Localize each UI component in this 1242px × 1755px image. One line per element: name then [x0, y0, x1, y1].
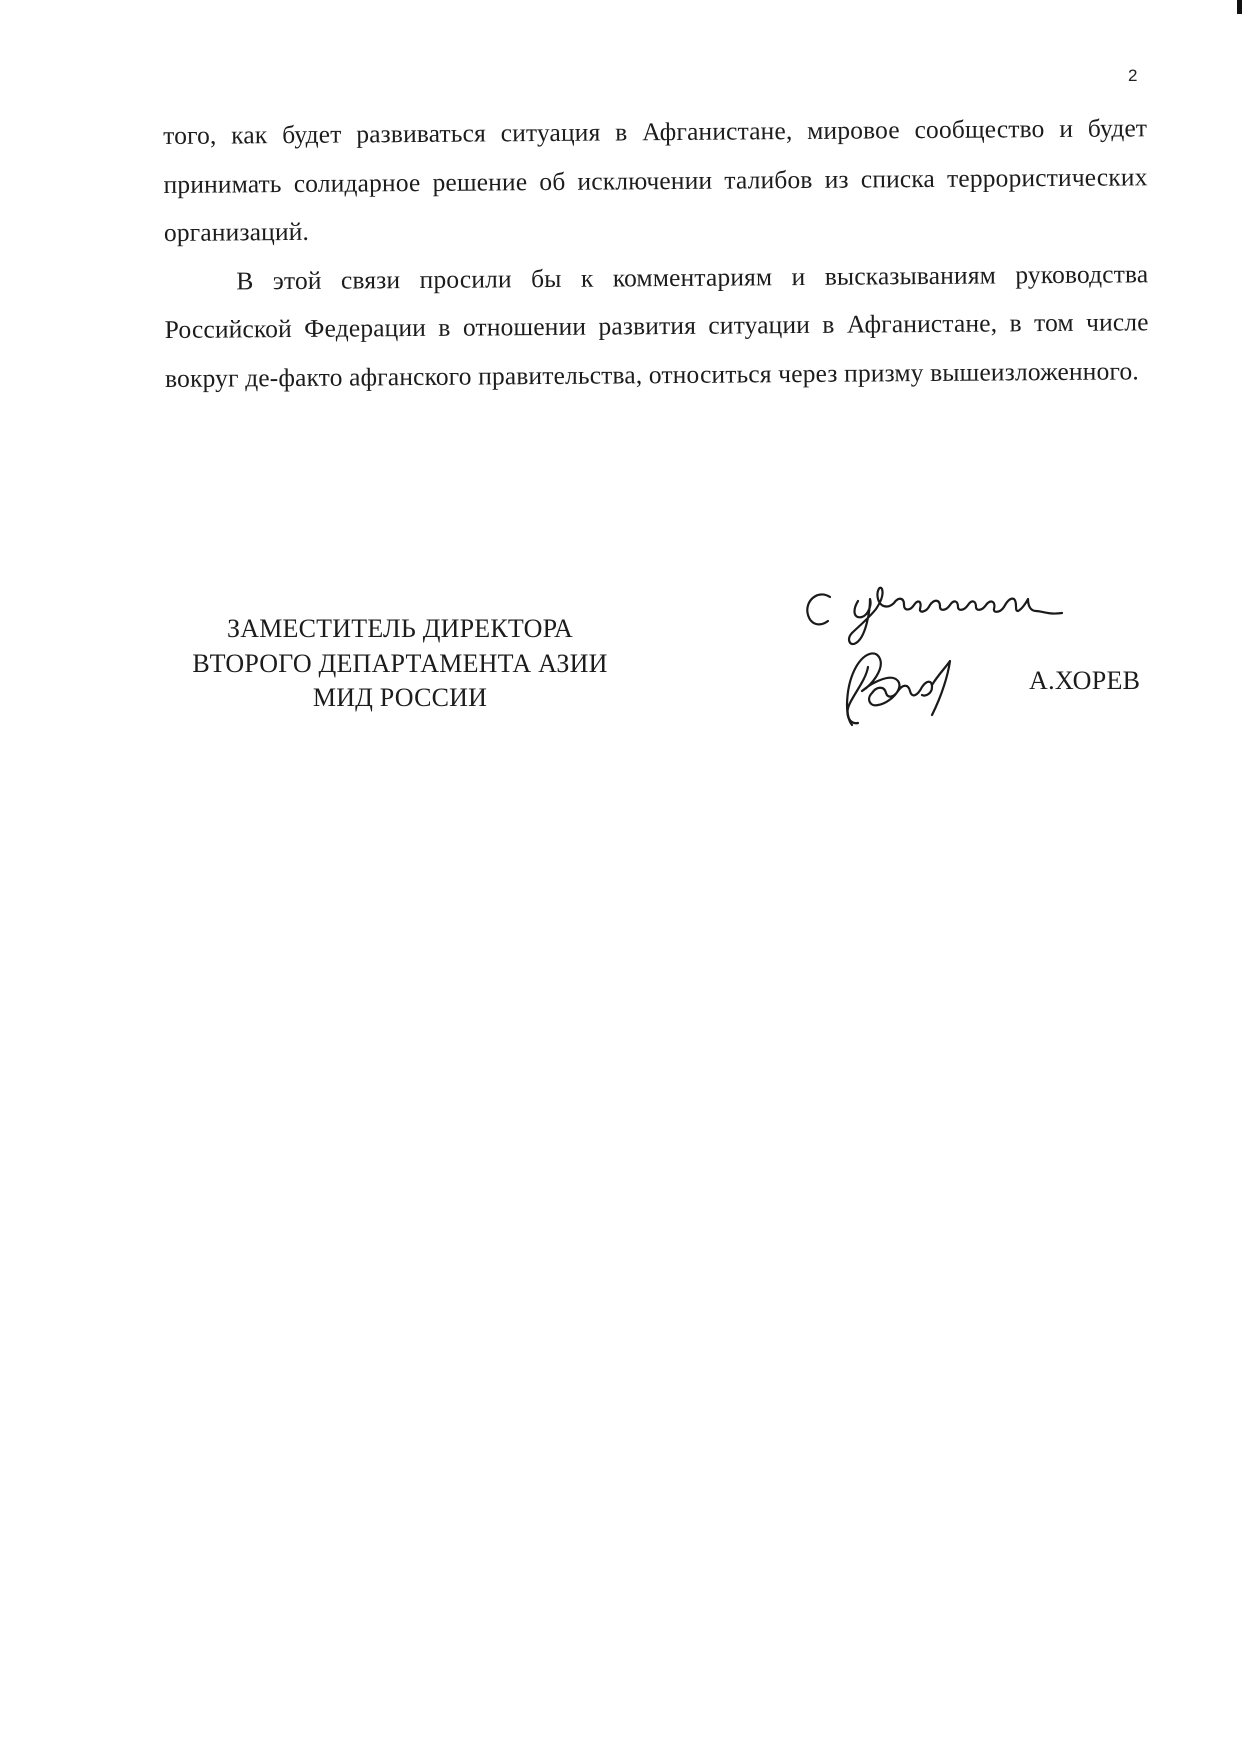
signer-name: А.ХОРЕВ [1029, 666, 1141, 695]
scan-edge-mark [1237, 0, 1242, 14]
signatory-title [160, 612, 640, 716]
handwriting-c-stroke [807, 594, 830, 624]
handwriting-signature-loop [848, 667, 868, 723]
body-paragraph-1: того, как будет развиваться ситуация в Афганистане, мировое сообщество и будет принимать солидарное решение об исключении талибов из списка террористических организаций. [163, 113, 1148, 247]
body-paragraph-2: В этой связи просили бы к комментариям и высказываниям руководства Российской Федерации в отношении развития ситуации в Афганистане, в том числе вокруг де-факто афганского правительства, относиться через призму вышеизложенного. [164, 258, 1149, 393]
handwritten-signature-icon [800, 575, 1130, 750]
signatory-title-line-2: ВТОРОГО ДЕПАРТАМЕНТА АЗИИ [192, 648, 608, 678]
signatory-title-line-1: ЗАМЕСТИТЕЛЬ ДИРЕКТОРА [227, 614, 573, 643]
letter-body [163, 104, 1149, 403]
handwriting-word-stroke [849, 588, 1062, 644]
signatory-title-line-3: МИД РОССИИ [312, 683, 488, 712]
page-number: 2 [1128, 66, 1138, 85]
handwriting-signature-stroke [847, 653, 950, 725]
